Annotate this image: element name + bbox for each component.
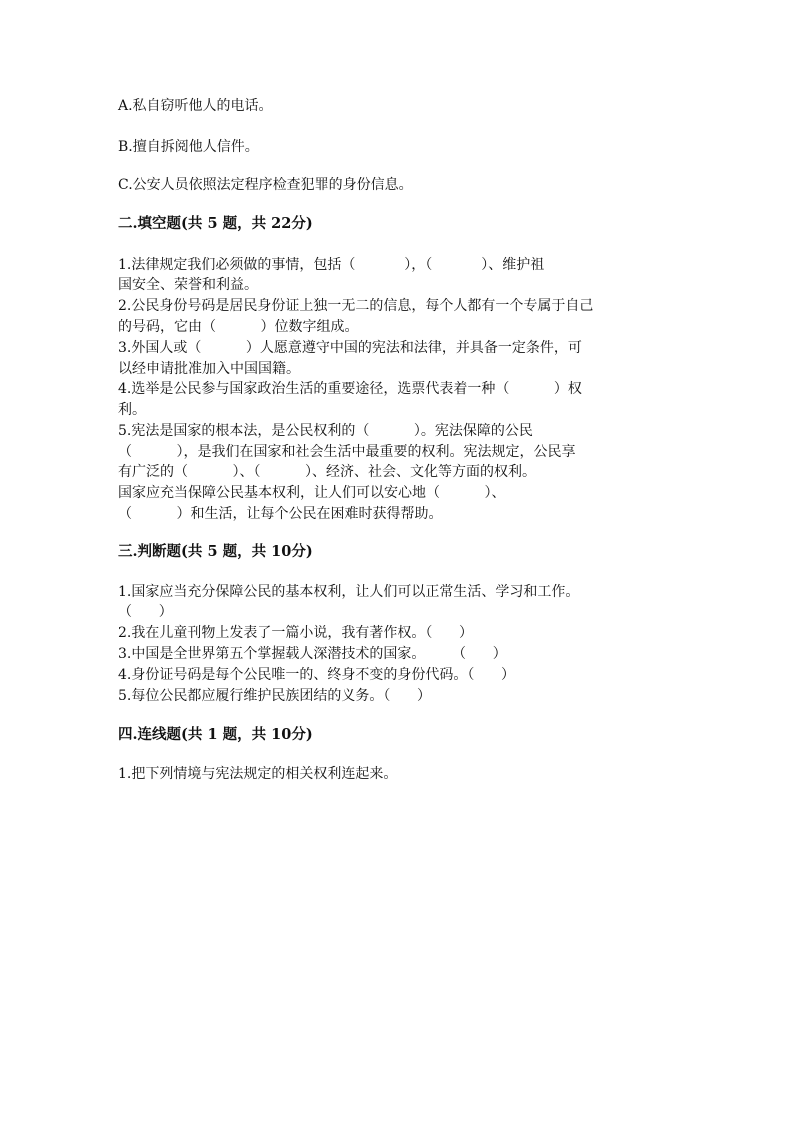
- fill-blank-line: 3.外国人或（ ）人愿意遵守中国的宪法和法律，并具备一定条件，可: [118, 340, 582, 356]
- fill-blank-line: 利。: [118, 402, 146, 418]
- fill-blank-line: 1.法律规定我们必须做的事情，包括（ ），（ ）、维护祖: [118, 257, 545, 273]
- fill-blank-line: 2.公民身份号码是居民身份证上独一无二的信息，每个人都有一个专属于自己: [118, 298, 594, 314]
- fill-blank-line: 4.选举是公民参与国家政治生活的重要途径，选票代表着一种（ ）权: [118, 381, 582, 397]
- fill-blank-line: （ ），是我们在国家和社会生活中最重要的权利。宪法规定，公民享: [118, 444, 576, 460]
- true-false-line: 3.中国是全世界第五个掌握载人深潜技术的国家。 （ ）: [118, 646, 507, 662]
- option-a: A.私自窃听他人的电话。: [118, 98, 273, 114]
- section-heading-matching: 四.连线题(共 1 题，共 10分): [118, 726, 313, 743]
- true-false-line: 5.每位公民都应履行维护民族团结的义务。（ ）: [118, 688, 432, 704]
- section-heading-fill-blank: 二.填空题(共 5 题，共 22分): [118, 215, 313, 232]
- true-false-line: （ ）: [118, 604, 173, 620]
- section-heading-true-false: 三.判断题(共 5 题，共 10分): [118, 543, 313, 560]
- option-c: C.公安人员依照法定程序检查犯罪的身份信息。: [118, 177, 413, 193]
- true-false-line: 4.身份证号码是每个公民唯一的、终身不变的身份代码。（ ）: [118, 667, 516, 683]
- fill-blank-line: 国安全、荣誉和利益。: [118, 277, 258, 293]
- fill-blank-line: （ ）和生活，让每个公民在困难时获得帮助。: [118, 506, 443, 522]
- fill-blank-line: 的号码，它由（ ）位数字组成。: [118, 319, 359, 335]
- fill-blank-line: 国家应充当保障公民基本权利，让人们可以安心地（ ）、: [118, 485, 506, 501]
- true-false-line: 1.国家应当充分保障公民的基本权利，让人们可以正常生活、学习和工作。: [118, 584, 580, 600]
- option-b: B.擅自拆阅他人信件。: [118, 139, 259, 155]
- fill-blank-line: 以经申请批准加入中国国籍。: [118, 361, 300, 377]
- fill-blank-line: 有广泛的（ ）、（ ）、经济、社会、文化等方面的权利。: [118, 464, 537, 480]
- true-false-line: 2.我在儿童刊物上发表了一篇小说，我有著作权。（ ）: [118, 625, 474, 641]
- matching-line: 1.把下列情境与宪法规定的相关权利连起来。: [118, 766, 398, 782]
- fill-blank-line: 5.宪法是国家的根本法，是公民权利的（ ）。宪法保障的公民: [118, 423, 533, 439]
